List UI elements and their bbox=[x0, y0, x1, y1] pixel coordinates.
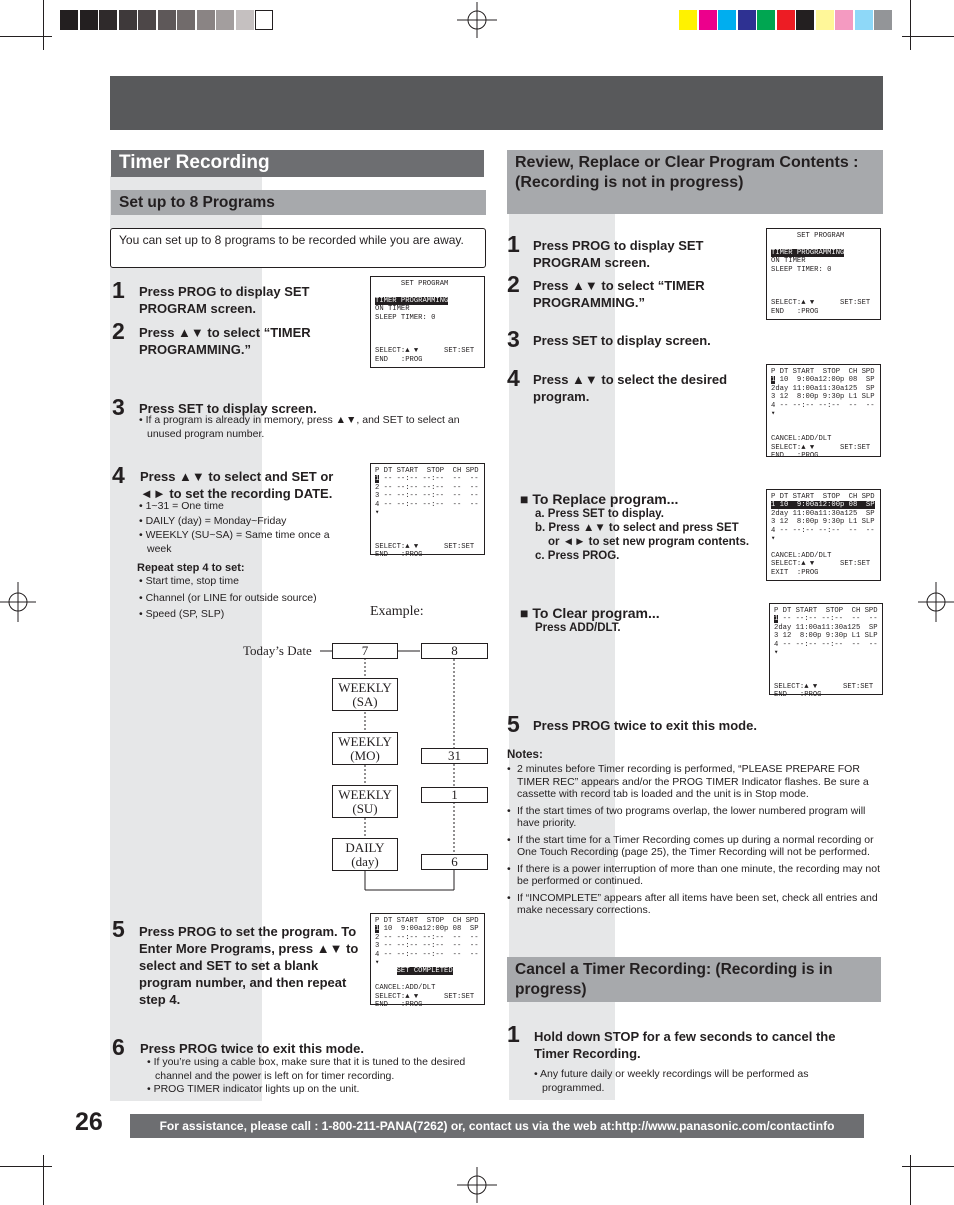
registration-mark-icon bbox=[0, 582, 36, 622]
screen-line: EXIT :PROG bbox=[771, 568, 819, 577]
screen-line bbox=[774, 674, 878, 682]
screen-line bbox=[771, 543, 876, 551]
screen-line bbox=[375, 297, 480, 305]
replace-step: b. Press ▲▼ to select and press SET or ◄► to set new program contents. bbox=[535, 522, 750, 548]
screen-line: 3 12 8:00p 9:30p L1 SLP bbox=[771, 518, 875, 527]
screen-line: P DT START STOP CH SPD bbox=[375, 467, 479, 475]
crop-mark bbox=[902, 1166, 954, 1167]
repeat-item: • Speed (SP, SLP) bbox=[139, 608, 225, 620]
screen-line bbox=[771, 427, 876, 435]
screen-line bbox=[774, 657, 878, 665]
bullet-icon: • bbox=[507, 862, 511, 875]
step-number: 4 bbox=[112, 462, 125, 488]
step-number: 5 bbox=[507, 711, 520, 737]
header-bar bbox=[110, 76, 883, 130]
registration-mark-icon bbox=[457, 2, 497, 38]
bullet-icon: • bbox=[507, 804, 511, 817]
screen-line bbox=[771, 418, 876, 426]
replace-steps bbox=[535, 507, 750, 563]
screen-line: SELECT:▲ ▼ SET:SET bbox=[771, 299, 871, 308]
screen-line: SLEEP TIMER: 0 bbox=[771, 265, 832, 274]
set-program-screen bbox=[370, 276, 485, 368]
cursor-marker: 1 bbox=[774, 615, 779, 624]
square-bullet-icon: ■ bbox=[520, 605, 533, 621]
note-text: If there is a power interruption of more than one minute, the recording may not be performed or continued. bbox=[517, 862, 881, 887]
example-label: Example: bbox=[370, 604, 424, 619]
replace-title-text: To Replace program... bbox=[532, 491, 679, 507]
set-program-screen bbox=[766, 228, 881, 320]
step-number: 1 bbox=[507, 1021, 520, 1047]
note-text: If the start time for a Timer Recording comes up during a normal recording or One Touch Recording (page 25), the Timer Recording will not be performed. bbox=[517, 833, 874, 858]
intro-box: You can set up to 8 programs to be recorded while you are away. bbox=[110, 228, 486, 268]
step-text: Press PROG to display SET PROGRAM screen. bbox=[139, 284, 310, 316]
bullet-icon: • bbox=[507, 763, 511, 775]
screen-line bbox=[774, 666, 878, 674]
screen-line: END :PROG bbox=[375, 355, 423, 364]
cursor-marker: 1 bbox=[375, 925, 380, 934]
screen-line: ▾ bbox=[774, 648, 779, 657]
color-swatch bbox=[158, 10, 176, 30]
screen-line: SELECT:▲ ▼ SET:SET bbox=[771, 443, 871, 452]
color-swatch bbox=[777, 10, 795, 30]
step-bullet: • PROG TIMER indicator lights up on the unit. bbox=[147, 1083, 360, 1095]
screen-line bbox=[375, 517, 480, 525]
color-swatch bbox=[119, 10, 137, 30]
step-note: • Any future daily or weekly recordings will be performed as programmed. bbox=[534, 1068, 809, 1094]
bullet-icon: • bbox=[507, 891, 511, 904]
repeat-item: • Start time, stop time bbox=[139, 575, 239, 587]
screen-line: SELECT:▲ ▼ SET:SET bbox=[771, 560, 871, 569]
screen-line: P DT START STOP CH SPD bbox=[774, 607, 878, 615]
color-swatch bbox=[835, 10, 853, 30]
bullet-icon: • bbox=[507, 833, 511, 846]
screen-line: SLEEP TIMER: 0 bbox=[375, 313, 436, 322]
screen-line: 3 -- --:-- --:-- -- -- bbox=[375, 492, 479, 501]
screen-line: SET PROGRAM bbox=[375, 280, 449, 288]
clear-text: Press ADD/DLT. bbox=[535, 622, 621, 634]
note-item bbox=[507, 763, 885, 801]
replace-title bbox=[520, 491, 678, 507]
page-number: 26 bbox=[75, 1108, 103, 1136]
screen-line bbox=[375, 526, 480, 534]
color-swatch bbox=[816, 10, 834, 30]
step-note: • If a program is already in memory, press ▲▼, and SET to select an unused program number. bbox=[139, 414, 460, 440]
screen-line bbox=[771, 291, 876, 299]
color-swatch bbox=[177, 10, 195, 30]
program-list-screen bbox=[769, 603, 883, 699]
color-swatch bbox=[80, 10, 98, 30]
date-box: 31 bbox=[421, 748, 488, 764]
review-section-title: Review, Replace or Clear Program Contents : (Recording is not in progress) bbox=[507, 150, 883, 214]
screen-line: 4 -- --:-- --:-- -- -- bbox=[375, 500, 479, 509]
program-list-screen bbox=[766, 364, 881, 460]
screen-line bbox=[375, 967, 480, 975]
screen-line: ▾ bbox=[771, 409, 776, 418]
cursor-marker: 1 bbox=[375, 475, 380, 484]
clear-title bbox=[520, 605, 660, 621]
color-swatch bbox=[699, 10, 717, 30]
screen-line: CANCEL:ADD/DLT bbox=[771, 551, 832, 560]
step-bullet: • If you’re using a cable box, make sure that it is tuned to the desired channel and the power is left on for timer recording. bbox=[147, 1056, 466, 1082]
subsection-title: Set up to 8 Programs bbox=[111, 190, 486, 215]
program-list-screen bbox=[370, 463, 485, 559]
screen-line: ▾ bbox=[375, 508, 380, 517]
crop-mark bbox=[0, 36, 52, 37]
crop-mark bbox=[910, 1155, 911, 1205]
cursor-marker: 1 bbox=[771, 376, 776, 385]
step-bullet: • WEEKLY (SU~SA) = Same time once a week bbox=[139, 529, 330, 555]
screen-line: ON TIMER bbox=[771, 257, 806, 266]
notes-title: Notes: bbox=[507, 749, 543, 761]
screen-line bbox=[375, 330, 480, 338]
step-text: Press ▲▼ to select the desired program. bbox=[533, 372, 728, 404]
step-number: 2 bbox=[507, 271, 520, 297]
note-item bbox=[507, 805, 885, 830]
screen-line: 3 -- --:-- --:-- -- -- bbox=[375, 942, 479, 951]
step-number: 3 bbox=[112, 394, 125, 420]
cancel-section-title: Cancel a Timer Recording: (Recording is in progress) bbox=[507, 957, 881, 1002]
screen-line: END :PROG bbox=[774, 690, 822, 699]
screen-line: 4 -- --:-- --:-- -- -- bbox=[771, 401, 875, 410]
screen-line bbox=[771, 501, 876, 509]
screen-line: SELECT:▲ ▼ SET:SET bbox=[375, 347, 475, 356]
section-title: Timer Recording bbox=[111, 150, 484, 177]
screen-line: 3 12 8:00p 9:30p L1 SLP bbox=[771, 393, 875, 402]
note-text: If the start times of two programs overlap, the lower numbered program will have priority. bbox=[517, 804, 866, 829]
screen-line: ▾ bbox=[771, 534, 776, 543]
step-text: Press PROG twice to exit this mode. bbox=[533, 718, 757, 733]
screen-line bbox=[771, 240, 876, 248]
highlighted-text: SET COMPLETED bbox=[396, 967, 453, 976]
screen-line: 2 -- --:-- --:-- -- -- bbox=[375, 933, 479, 942]
screen-line: 2day 11:00a11:30a125 SP bbox=[771, 384, 875, 393]
highlighted-text: TIMER PROGRAMMING bbox=[375, 296, 449, 305]
date-box: 7 bbox=[332, 643, 398, 659]
screen-line: P DT START STOP CH SPD bbox=[771, 493, 875, 501]
note-item bbox=[507, 892, 885, 917]
notes-list bbox=[507, 763, 885, 917]
date-box: WEEKLY (SA) bbox=[332, 678, 398, 711]
registration-mark-icon bbox=[457, 1167, 497, 1203]
screen-line: 1 10 9:00a12:00p 08 SP bbox=[771, 376, 875, 385]
date-box: 8 bbox=[421, 643, 488, 659]
date-box: 1 bbox=[421, 787, 488, 803]
step-text: Hold down STOP for a few seconds to cancel the Timer Recording. bbox=[534, 1029, 836, 1061]
step-text: Press SET to display screen. bbox=[533, 333, 711, 348]
color-swatch bbox=[236, 10, 254, 30]
crop-mark bbox=[43, 1155, 44, 1205]
crop-mark bbox=[43, 0, 44, 50]
program-list-screen bbox=[370, 913, 485, 1009]
step-number: 1 bbox=[507, 231, 520, 257]
color-swatch bbox=[874, 10, 892, 30]
note-text: If “INCOMPLETE” appears after all items have been set, check all entries and make necessary corrections. bbox=[517, 891, 878, 916]
screen-line: 1 10 9:00a12:00p 08 SP bbox=[375, 925, 479, 934]
replace-step: a. Press SET to display. bbox=[535, 508, 664, 520]
step-bullet: • DAILY (day) = Monday~Friday bbox=[139, 515, 287, 527]
date-box: 6 bbox=[421, 854, 488, 870]
note-item bbox=[507, 863, 885, 888]
step-text: Press SET to display screen. bbox=[139, 401, 317, 416]
todays-date-label: Today’s Date bbox=[243, 643, 312, 658]
screen-line: 4 -- --:-- --:-- -- -- bbox=[771, 526, 875, 535]
program-list-screen bbox=[766, 489, 881, 581]
color-swatch bbox=[216, 10, 234, 30]
replace-step: c. Press PROG. bbox=[535, 550, 620, 562]
step-text: Press PROG twice to exit this mode. bbox=[140, 1041, 364, 1056]
step-number: 2 bbox=[112, 318, 125, 344]
color-swatch bbox=[679, 10, 697, 30]
step-text: Press PROG to set the program. To Enter More Programs, press ▲▼ to select and SET to set a blank program number, and then repeat step 4. bbox=[139, 924, 359, 1007]
screen-line: 4 -- --:-- --:-- -- -- bbox=[774, 640, 878, 649]
screen-line: 3 12 8:00p 9:30p L1 SLP bbox=[774, 632, 878, 641]
date-box: DAILY (day) bbox=[332, 838, 398, 871]
screen-line bbox=[771, 249, 876, 257]
footer-bar: For assistance, please call : 1-800-211-PANA(7262) or, contact us via the web at:http://www.panasonic.com/contactinfo bbox=[130, 1114, 864, 1138]
color-swatch bbox=[138, 10, 156, 30]
screen-line: 1 -- --:-- --:-- -- -- bbox=[774, 615, 878, 624]
crop-mark bbox=[0, 1166, 52, 1167]
screen-line: 2day 11:00a11:30a125 SP bbox=[774, 623, 878, 632]
note-item bbox=[507, 834, 885, 859]
screen-line: SELECT:▲ ▼ SET:SET bbox=[375, 542, 475, 551]
highlighted-text: 1 10 9:00a12:00p 08 SP bbox=[771, 501, 875, 510]
screen-line: P DT START STOP CH SPD bbox=[375, 917, 479, 925]
note-text: 2 minutes before Timer recording is performed, “PLEASE PREPARE FOR TIMER REC” appears and/or the PROG TIMER Indicator flashes. Be sure a cassette with record tab is loaded and the unit is in Stop mode. bbox=[517, 763, 869, 800]
screen-line: END :PROG bbox=[771, 307, 819, 316]
screen-line: ON TIMER bbox=[375, 305, 410, 314]
color-swatch bbox=[99, 10, 117, 30]
screen-line: END :PROG bbox=[375, 1000, 423, 1009]
screen-line bbox=[375, 322, 480, 330]
repeat-item: • Channel (or LINE for outside source) bbox=[139, 592, 317, 604]
step-number: 3 bbox=[507, 326, 520, 352]
screen-line: SELECT:▲ ▼ SET:SET bbox=[774, 682, 874, 691]
color-swatch bbox=[796, 10, 814, 30]
screen-line: END :PROG bbox=[375, 550, 423, 559]
screen-line bbox=[375, 288, 480, 296]
step-text: Press ▲▼ to select and SET or ◄► to set the recording DATE. bbox=[140, 469, 334, 501]
crop-mark bbox=[902, 36, 954, 37]
screen-line: SELECT:▲ ▼ SET:SET bbox=[375, 992, 475, 1001]
date-box: WEEKLY (SU) bbox=[332, 785, 398, 818]
screen-line: ▾ bbox=[375, 958, 380, 967]
color-swatch bbox=[718, 10, 736, 30]
screen-line bbox=[375, 339, 480, 347]
crop-mark bbox=[910, 0, 911, 50]
repeat-title: Repeat step 4 to set: bbox=[137, 562, 245, 574]
step-bullet: • 1~31 = One time bbox=[139, 500, 224, 512]
screen-line: 2 -- --:-- --:-- -- -- bbox=[375, 483, 479, 492]
date-box: WEEKLY (MO) bbox=[332, 732, 398, 765]
step-number: 6 bbox=[112, 1034, 125, 1060]
screen-line bbox=[771, 274, 876, 282]
color-swatch bbox=[197, 10, 215, 30]
color-swatch bbox=[757, 10, 775, 30]
screen-line bbox=[771, 282, 876, 290]
screen-line: SET PROGRAM bbox=[771, 232, 845, 240]
square-bullet-icon: ■ bbox=[520, 491, 533, 507]
step-text: Press ▲▼ to select “TIMER PROGRAMMING.” bbox=[533, 278, 705, 310]
screen-line: 4 -- --:-- --:-- -- -- bbox=[375, 950, 479, 959]
step-number: 5 bbox=[112, 916, 125, 942]
screen-line: CANCEL:ADD/DLT bbox=[375, 984, 436, 993]
step-text: Press PROG to display SET PROGRAM screen. bbox=[533, 238, 704, 270]
screen-line: 2day 11:00a11:30a125 SP bbox=[771, 509, 875, 518]
screen-line: P DT START STOP CH SPD bbox=[771, 368, 875, 376]
color-swatch bbox=[855, 10, 873, 30]
color-swatch bbox=[738, 10, 756, 30]
color-swatch bbox=[255, 10, 273, 30]
step-text: Press ▲▼ to select “TIMER PROGRAMMING.” bbox=[139, 325, 311, 357]
registration-mark-icon bbox=[918, 582, 954, 622]
color-swatch bbox=[60, 10, 78, 30]
screen-line bbox=[375, 534, 480, 542]
highlighted-text: TIMER PROGRAMMING bbox=[771, 248, 845, 257]
screen-line bbox=[375, 976, 480, 984]
step-number: 1 bbox=[112, 277, 125, 303]
clear-title-text: To Clear program... bbox=[532, 605, 660, 621]
screen-line: END :PROG bbox=[771, 451, 819, 460]
screen-line: 1 -- --:-- --:-- -- -- bbox=[375, 475, 479, 484]
step-number: 4 bbox=[507, 365, 520, 391]
screen-line: CANCEL:ADD/DLT bbox=[771, 435, 832, 444]
